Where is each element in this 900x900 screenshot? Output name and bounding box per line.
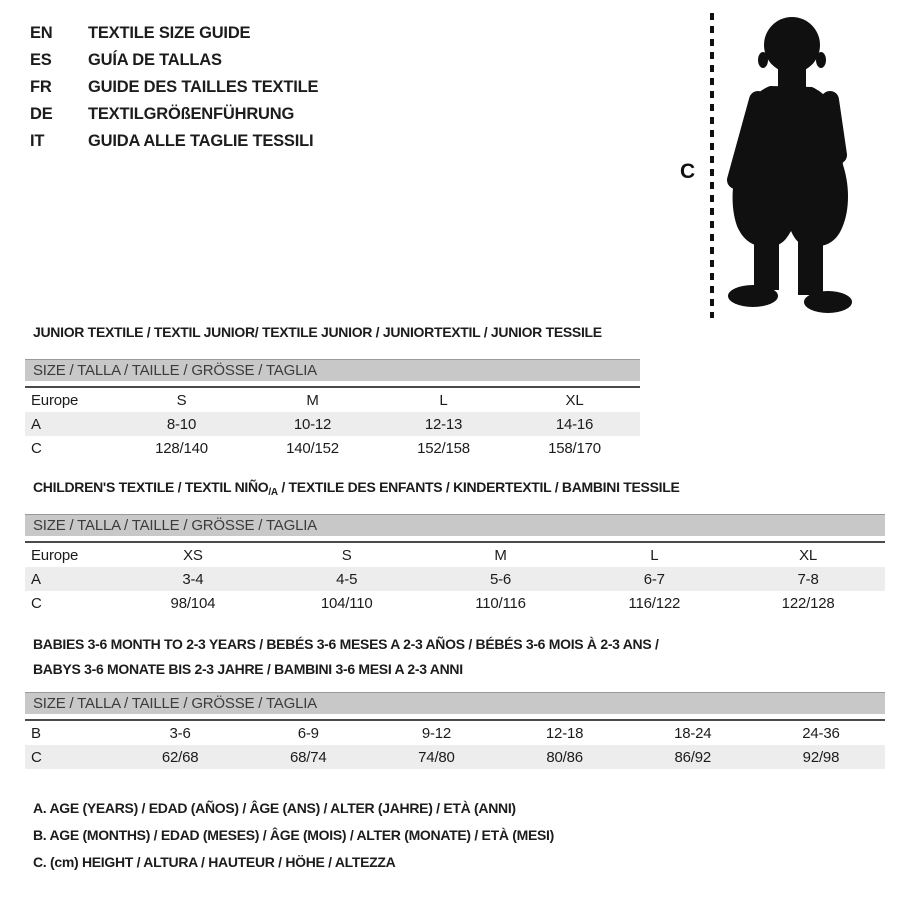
note-b: B. AGE (MONTHS) / EDAD (MESES) / ÂGE (MOIS) / ALTER (MONATE) / ETÀ (MESI) — [33, 827, 554, 843]
language-row — [30, 20, 318, 47]
header-cell: S — [341, 546, 352, 564]
header-cell: XL — [565, 391, 584, 409]
language-title: TEXTILGRÖßENFÜHRUNG — [88, 105, 295, 123]
value-cell: 68/74 — [289, 748, 327, 766]
value-cell: 3-6 — [169, 724, 191, 742]
language-title: TEXTILE SIZE GUIDE — [88, 24, 251, 42]
language-code: DE — [30, 105, 53, 123]
value-cell: 14-16 — [555, 415, 594, 433]
row-label: C — [31, 439, 42, 457]
figure-height-label: C — [680, 160, 696, 183]
value-cell: 116/122 — [628, 594, 681, 612]
value-cell: 104/110 — [320, 594, 373, 612]
header-cell: M — [306, 391, 319, 409]
value-cell: 10-12 — [293, 415, 332, 433]
value-cell: 110/116 — [475, 594, 526, 612]
note-c: C. (cm) HEIGHT / ALTURA / HAUTEUR / HÖHE / ALTEZZA — [33, 854, 396, 870]
header-cell: S — [176, 391, 187, 409]
babies-size-header-bar: SIZE / TALLA / TAILLE / GRÖSSE / TAGLIA — [25, 692, 885, 714]
value-cell: 12-18 — [545, 724, 584, 742]
table-header-row — [25, 543, 885, 567]
row-label: B — [31, 724, 41, 742]
value-cell: 8-10 — [166, 415, 197, 433]
row-label: A — [31, 570, 41, 588]
header-cell: Europe — [31, 546, 79, 564]
table-row — [25, 745, 885, 769]
table-row — [25, 567, 885, 591]
baby-silhouette — [728, 17, 852, 313]
value-cell: 3-4 — [182, 570, 204, 588]
value-cell: 6-9 — [297, 724, 319, 742]
junior-size-header-bar: SIZE / TALLA / TAILLE / GRÖSSE / TAGLIA — [25, 359, 640, 381]
language-code: FR — [30, 78, 52, 96]
table-row — [25, 412, 640, 436]
value-cell: 6-7 — [643, 570, 665, 588]
language-title: GUIDA ALLE TAGLIE TESSILI — [88, 132, 314, 150]
babies-size-table — [25, 719, 885, 769]
value-cell: 98/104 — [170, 594, 216, 612]
language-list — [30, 20, 318, 155]
row-label: C — [31, 594, 42, 612]
value-cell: 86/92 — [674, 748, 712, 766]
language-row — [30, 101, 318, 128]
language-row — [30, 128, 318, 155]
language-title: GUIDE DES TAILLES TEXTILE — [88, 78, 319, 96]
value-cell: 158/170 — [548, 439, 601, 457]
header-cell: L — [650, 546, 659, 564]
language-row — [30, 74, 318, 101]
table-row — [25, 591, 885, 615]
value-cell: 128/140 — [155, 439, 208, 457]
table-row — [25, 436, 640, 460]
value-cell: 12-13 — [424, 415, 463, 433]
language-code: ES — [30, 51, 52, 69]
table-row — [25, 721, 885, 745]
row-label: C — [31, 748, 42, 766]
title-line: BABYS 3-6 MONATE BIS 2-3 JAHRE / BAMBINI 3-6 MESI A 2-3 ANNI — [33, 661, 463, 677]
value-cell: 122/128 — [781, 594, 835, 612]
children-size-header-bar: SIZE / TALLA / TAILLE / GRÖSSE / TAGLIA — [25, 514, 885, 536]
language-code: IT — [30, 132, 45, 150]
title-line: BABIES 3-6 MONTH TO 2-3 YEARS / BEBÉS 3-6 MESES A 2-3 AÑOS / BÉBÉS 3-6 MOIS À 2-3 ANS / — [33, 636, 659, 652]
children-size-table — [25, 541, 885, 615]
junior-section-title: JUNIOR TEXTILE / TEXTIL JUNIOR/ TEXTILE JUNIOR / JUNIORTEXTIL / JUNIOR TESSILE — [33, 324, 602, 340]
value-cell: 18-24 — [674, 724, 712, 742]
table-header-row — [25, 388, 640, 412]
value-cell: 80/86 — [546, 748, 583, 766]
baby-silhouette-figure — [650, 0, 890, 330]
value-cell: 24-36 — [802, 724, 840, 742]
junior-size-table — [25, 386, 640, 460]
note-a: A. AGE (YEARS) / EDAD (AÑOS) / ÂGE (ANS) / ALTER (JAHRE) / ETÀ (ANNI) — [33, 800, 516, 816]
value-cell: 5-6 — [489, 570, 512, 588]
header-cell: XS — [183, 546, 203, 564]
title-subscript: /A — [268, 487, 278, 498]
language-code: EN — [30, 24, 53, 42]
title-text: / TEXTILE DES ENFANTS / KINDERTEXTIL / BAMBINI TESSILE — [277, 479, 680, 495]
babies-section-title — [33, 632, 659, 682]
value-cell: 152/158 — [417, 439, 470, 457]
legend-notes — [33, 795, 554, 876]
children-section-title — [33, 479, 680, 498]
value-cell: 9-12 — [421, 724, 452, 742]
row-label: A — [31, 415, 41, 433]
header-cell: Europe — [31, 391, 79, 409]
value-cell: 92/98 — [802, 748, 840, 766]
value-cell: 7-8 — [797, 570, 819, 588]
header-cell: L — [439, 391, 448, 409]
header-cell: M — [494, 546, 507, 564]
value-cell: 74/80 — [418, 748, 455, 766]
language-title: GUÍA DE TALLAS — [88, 51, 222, 69]
language-row — [30, 47, 318, 74]
value-cell: 62/68 — [161, 748, 199, 766]
value-cell: 4-5 — [336, 570, 358, 588]
header-cell: XL — [799, 546, 818, 564]
value-cell: 140/152 — [286, 439, 339, 457]
title-text: CHILDREN'S TEXTILE / TEXTIL NIÑO — [33, 479, 269, 495]
